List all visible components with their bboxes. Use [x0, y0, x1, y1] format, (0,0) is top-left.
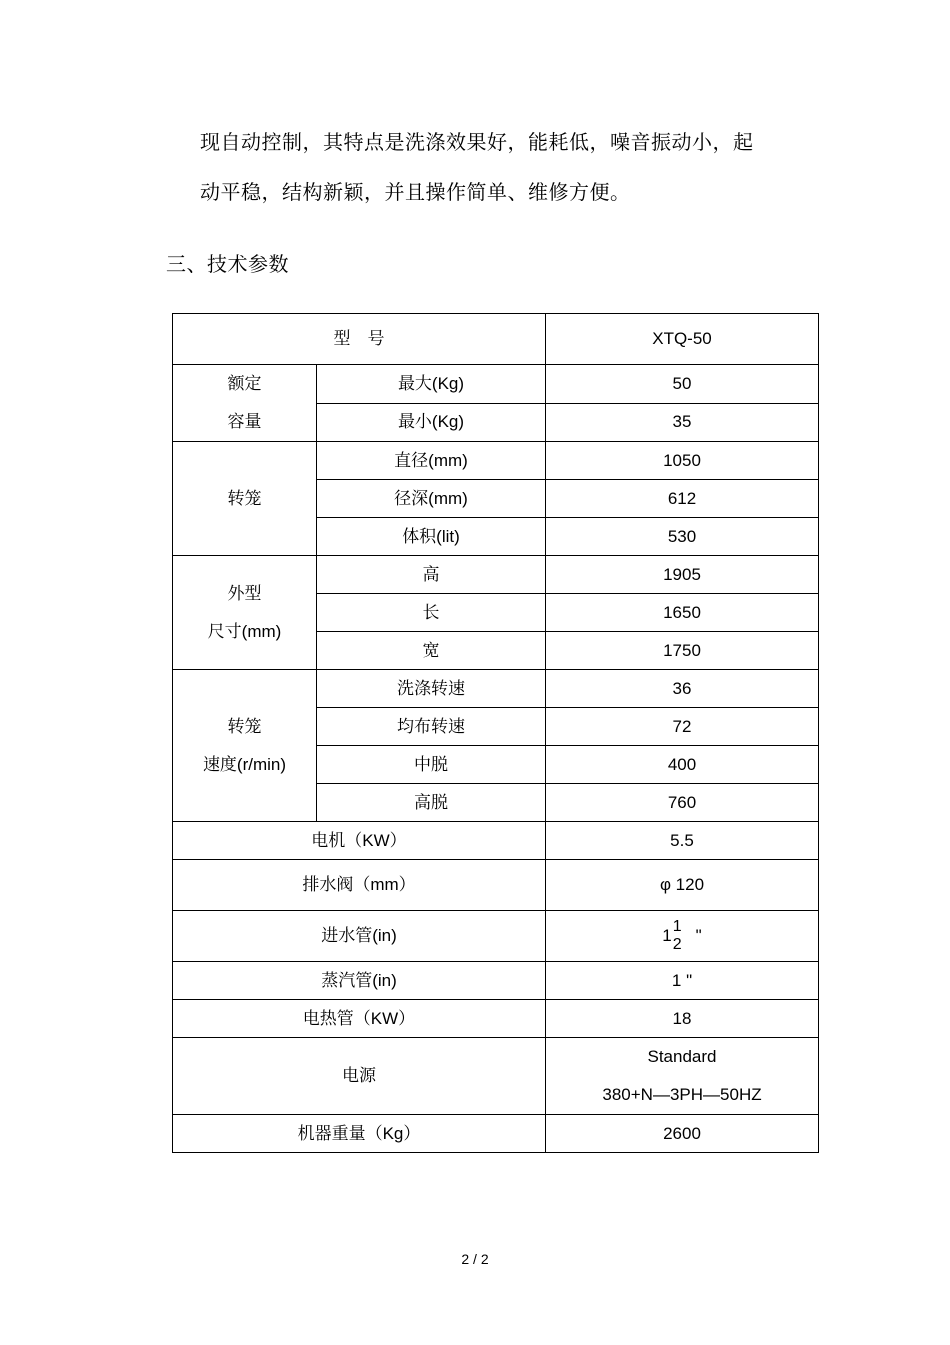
capacity-group-label [173, 365, 317, 442]
inlet-numerator: 1 [672, 918, 682, 935]
capacity-min-value: 35 [546, 403, 819, 442]
inlet-value [546, 911, 819, 962]
table-row [173, 442, 819, 480]
speed-mid-value: 400 [546, 746, 819, 784]
inlet-label: 进水管(in) [173, 911, 546, 962]
table-row [173, 822, 819, 860]
spec-table [172, 313, 819, 1153]
speed-distribute-value: 72 [546, 708, 819, 746]
power-line1: Standard [647, 1047, 717, 1066]
motor-value: 5.5 [546, 822, 819, 860]
dimensions-width-label: 宽 [317, 632, 546, 670]
speed-distribute-label: 均布转速 [317, 708, 546, 746]
speed-high-label: 高脱 [317, 784, 546, 822]
drain-label: 排水阀（mm） [173, 860, 546, 911]
steam-value: 1 " [546, 962, 819, 1000]
inlet-unit: " [695, 926, 702, 945]
drum-volume-label: 体积(lit) [317, 518, 546, 556]
dimensions-length-label: 长 [317, 594, 546, 632]
dimensions-label-line1: 外型 [227, 583, 262, 603]
inlet-denominator: 2 [672, 936, 682, 953]
table-row [173, 1115, 819, 1153]
section-heading: 三、技术参数 [166, 252, 289, 276]
inlet-mixed-number [662, 918, 701, 954]
dimensions-group-label [173, 556, 317, 670]
heater-value: 18 [546, 1000, 819, 1038]
table-row [173, 670, 819, 708]
weight-value: 2600 [546, 1115, 819, 1153]
drum-diameter-label: 直径(mm) [317, 442, 546, 480]
speed-label-line1: 转笼 [227, 716, 262, 736]
dimensions-height-value: 1905 [546, 556, 819, 594]
dimensions-label-line2: 尺寸(mm) [207, 621, 282, 641]
power-line2: 380+N—3PH—50HZ [602, 1085, 762, 1104]
table-row [173, 1000, 819, 1038]
capacity-label-line1: 额定 [227, 374, 262, 393]
speed-group-label [173, 670, 317, 822]
speed-mid-label: 中脱 [317, 746, 546, 784]
drum-depth-label: 径深(mm) [317, 480, 546, 518]
table-row [173, 911, 819, 962]
power-value [546, 1038, 819, 1115]
table-row [173, 314, 819, 365]
power-label: 电源 [173, 1038, 546, 1115]
intro-line-2: 动平稳，结构新颖，并且操作简单、维修方便。 [200, 180, 631, 204]
intro-line-1: 现自动控制，其特点是洗涤效果好，能耗低，噪音振动小，起 [200, 130, 754, 154]
model-label: 型 号 [173, 314, 546, 365]
speed-wash-label: 洗涤转速 [317, 670, 546, 708]
capacity-label-line2: 容量 [227, 412, 262, 431]
model-value: XTQ-50 [546, 314, 819, 365]
table-row [173, 1038, 819, 1115]
drum-volume-value: 530 [546, 518, 819, 556]
drum-diameter-value: 1050 [546, 442, 819, 480]
drum-depth-value: 612 [546, 480, 819, 518]
weight-label: 机器重量（Kg） [173, 1115, 546, 1153]
capacity-min-label: 最小(Kg) [317, 403, 546, 442]
drain-value: φ 120 [546, 860, 819, 911]
inlet-whole: 1 [662, 926, 672, 945]
table-row [173, 860, 819, 911]
motor-label: 电机（KW） [173, 822, 546, 860]
heater-label: 电热管（KW） [173, 1000, 546, 1038]
dimensions-width-value: 1750 [546, 632, 819, 670]
steam-label: 蒸汽管(in) [173, 962, 546, 1000]
speed-label-line2: 速度(r/min) [202, 754, 287, 774]
table-row [173, 556, 819, 594]
table-row [173, 962, 819, 1000]
speed-high-value: 760 [546, 784, 819, 822]
capacity-max-value: 50 [546, 365, 819, 404]
table-row [173, 365, 819, 404]
capacity-max-label: 最大(Kg) [317, 365, 546, 404]
drum-group-label: 转笼 [173, 442, 317, 556]
speed-wash-value: 36 [546, 670, 819, 708]
inlet-fraction [673, 918, 682, 954]
dimensions-length-value: 1650 [546, 594, 819, 632]
page-number: 2 / 2 [461, 1251, 489, 1267]
dimensions-height-label: 高 [317, 556, 546, 594]
